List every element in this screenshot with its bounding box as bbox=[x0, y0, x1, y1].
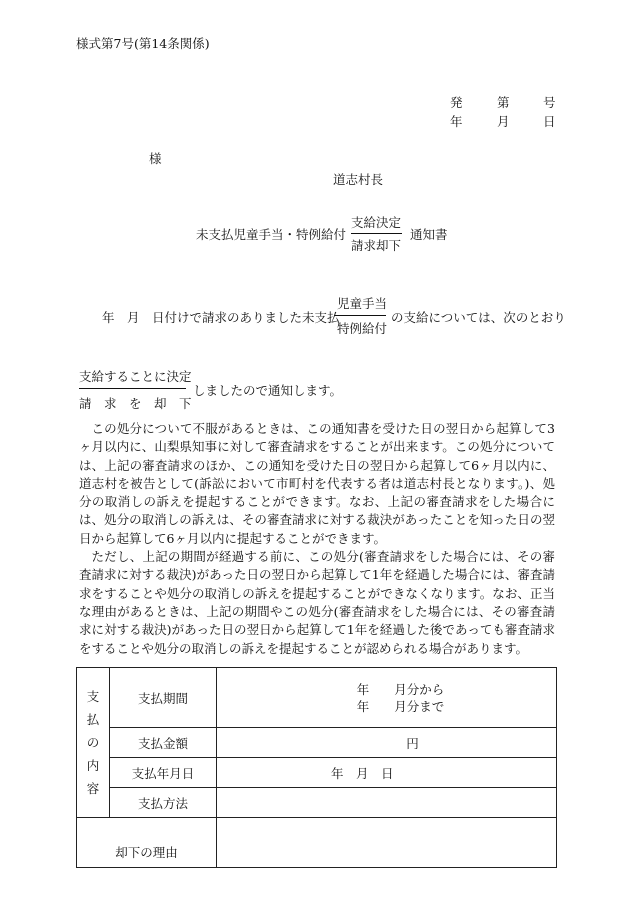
notice-text bbox=[79, 420, 555, 658]
table-row bbox=[77, 728, 557, 758]
title-option-bottom: 請求却下 bbox=[351, 238, 402, 253]
title-option-rule bbox=[351, 233, 402, 234]
decision-suffix: しましたので通知します。 bbox=[193, 383, 343, 398]
title-option-top: 支給決定 bbox=[351, 215, 402, 230]
table-row bbox=[77, 668, 557, 728]
payment-period-value[interactable] bbox=[217, 668, 557, 728]
payment-method-value[interactable] bbox=[217, 788, 557, 818]
date-year: 年 bbox=[450, 114, 463, 129]
title-suffix: 通知書 bbox=[410, 227, 448, 242]
issue-hatsu: 発 bbox=[450, 95, 463, 110]
body-option-rule bbox=[334, 315, 386, 316]
payment-amount-value[interactable]: 円 bbox=[217, 728, 557, 758]
body-suffix: の支給については、次のとおり bbox=[391, 310, 566, 325]
table-row bbox=[77, 818, 557, 868]
issuer: 道志村長 bbox=[333, 172, 384, 187]
issue-go: 号 bbox=[543, 95, 556, 110]
table-row bbox=[77, 758, 557, 788]
payment-method-label: 支払方法 bbox=[110, 788, 217, 818]
decision-option-top: 支給することに決定 bbox=[79, 369, 192, 384]
rejection-reason-value[interactable] bbox=[217, 818, 557, 868]
date-month: 月 bbox=[497, 114, 510, 129]
payment-amount-label: 支払金額 bbox=[110, 728, 217, 758]
decision-option-bottom: 請 求 を 却 下 bbox=[79, 396, 192, 411]
date-day: 日 bbox=[543, 114, 556, 129]
issue-dai: 第 bbox=[497, 95, 510, 110]
payment-details-table bbox=[76, 667, 557, 868]
payment-period-from: 年 月分から bbox=[356, 681, 445, 697]
table-row bbox=[77, 788, 557, 818]
payment-period-to: 年 月分まで bbox=[356, 698, 445, 714]
payment-period-label: 支払期間 bbox=[110, 668, 217, 728]
payment-date-value[interactable]: 年 月 日 bbox=[217, 758, 557, 788]
body-date-part: 年 月 日付けで請求のありました未支払 bbox=[102, 310, 340, 325]
notice-paragraph: この処分について不服があるときは、この通知書を受けた日の翌日から起算して3ヶ月以内に、山梨県知事に対して審査請求をすることが出来ます。この処分については、上記の審査請求のほか、この通知を受けた日の翌日から起算して6ヶ月以内に、道志村を被告として(訴訟において市町村を代表する者は道志村長となります。)、処分の取消しの訴えを提起することができます。なお、上記の審査請求をした場合には、処分の取消しの訴えは、その審査請求に対する裁決があったことを知った日の翌日から起算して6ヶ月以内に提起することができます。 bbox=[79, 421, 555, 546]
notice-paragraph: ただし、上記の期間が経過する前に、この処分(審査請求をした場合には、その審査請求に対する裁決)があった日の翌日から起算して1年を経過した場合には、審査請求をすることや処分の取消しの訴えを提起することができなくなります。なお、正当な理由があるときは、上記の期間やこの処分(審査請求をした場合には、その審査請求に対する裁決)があった日の翌日から起算して1年を経過した後であっても審査請求をすることや処分の取消しの訴えを提起することが認められる場合があります。 bbox=[79, 549, 555, 656]
body-option-bottom: 特例給付 bbox=[337, 321, 388, 336]
title-prefix: 未支払児童手当・特例給付 bbox=[196, 227, 347, 242]
body-option-top: 児童手当 bbox=[337, 296, 388, 311]
rejection-reason-label: 却下の理由 bbox=[77, 818, 217, 868]
decision-option-rule bbox=[79, 388, 186, 389]
form-number: 様式第7号(第14条関係) bbox=[76, 36, 210, 51]
payment-content-group-label: 支 払 の 内 容 bbox=[77, 668, 110, 818]
addressee-suffix: 様 bbox=[149, 151, 162, 166]
payment-date-label: 支払年月日 bbox=[110, 758, 217, 788]
